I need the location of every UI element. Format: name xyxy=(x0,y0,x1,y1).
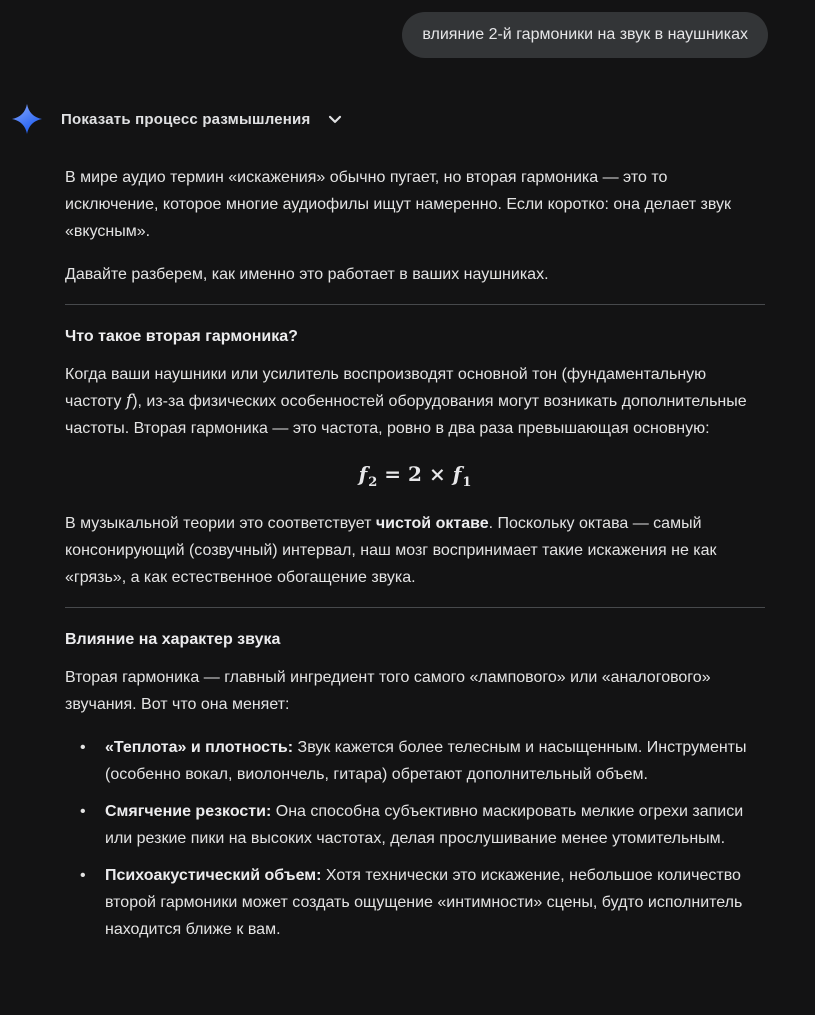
thinking-process-toggle[interactable] xyxy=(10,102,815,136)
list-item-lead: Психоакустический объем: xyxy=(105,867,322,884)
section1-text-after-math: ), из-за физических особенностей оборудования могут возникать дополнительные частоты. Вторая гармоника — это частота, ровно в два раза превышающая основную: xyxy=(65,393,747,437)
list-item-text: Она способна субъективно маскировать мелкие огрехи записи или резкие пики на высоких частотах, делая прослушивание менее утомительным. xyxy=(105,803,744,847)
intro-text: В мире аудио термин «искажения» обычно пугает, но вторая гармоника — это то исключение, которое многие аудиофилы ищут намеренно. Если коротко: она делает звук «вкусным». xyxy=(65,169,732,240)
math-formula-block xyxy=(65,458,765,490)
closing-text-before-bold: В музыкальной теории это соответствует xyxy=(65,515,376,532)
intro-paragraph xyxy=(65,164,765,245)
thinking-toggle-label: Показать процесс размышления xyxy=(61,110,311,128)
section-divider xyxy=(65,607,765,608)
list-item-lead: «Теплота» и плотность: xyxy=(105,739,294,756)
section1-closing-paragraph xyxy=(65,510,765,591)
user-message-bubble: влияние 2-й гармоники на звук в наушниках xyxy=(402,12,768,58)
formula-coefficient: 2 xyxy=(408,462,422,486)
section2-paragraph xyxy=(65,664,765,718)
section2-heading: Влияние на характер звука xyxy=(65,631,281,648)
section1-paragraph xyxy=(65,361,765,442)
list-item-lead: Смягчение резкости: xyxy=(105,803,272,820)
formula-rhs: $f_1$ xyxy=(452,462,472,490)
section1-heading: Что такое вторая гармоника? xyxy=(65,328,298,345)
gemini-sparkle-icon xyxy=(10,102,44,136)
chevron-down-icon[interactable] xyxy=(325,109,345,129)
lead-paragraph xyxy=(65,261,765,288)
section2-text: Вторая гармоника — главный ингредиент того самого «лампового» или «аналогового» звучания. Вот что она меняет: xyxy=(65,669,711,713)
list-item-text: Звук кажется более телесным и насыщенным. Инструменты (особенно вокал, виолончель, гитара) обретают дополнительный объем. xyxy=(105,739,747,783)
inline-math-f: f xyxy=(125,391,133,411)
section1-text-before-math: Когда ваши наушники или усилитель воспроизводят основной тон (фундаментальную частоту xyxy=(65,366,707,410)
section-divider xyxy=(65,304,765,305)
formula-times: × xyxy=(428,462,446,486)
list-item-text: Хотя технически это искажение, небольшое количество второй гармоники может создать ощущение «интимности» сцены, будто исполнитель находится ближе к вам. xyxy=(105,867,743,938)
lead-text: Давайте разберем, как именно это работает в ваших наушниках. xyxy=(65,266,549,283)
closing-bold-phrase: чистой октаве xyxy=(375,515,489,532)
assistant-response xyxy=(65,164,765,943)
list-item xyxy=(65,734,765,788)
formula-equals: = xyxy=(384,462,402,486)
user-message-row xyxy=(0,0,815,58)
formula-lhs: $f_2$ xyxy=(358,462,378,490)
closing-text-after-bold: . Поскольку октава — самый консонирующий (созвучный) интервал, наш мозг воспринимает такие искажения не как «грязь», а как естественное обогащение звука. xyxy=(65,515,717,586)
list-item xyxy=(65,862,765,943)
effects-list xyxy=(65,734,765,943)
list-item xyxy=(65,798,765,852)
